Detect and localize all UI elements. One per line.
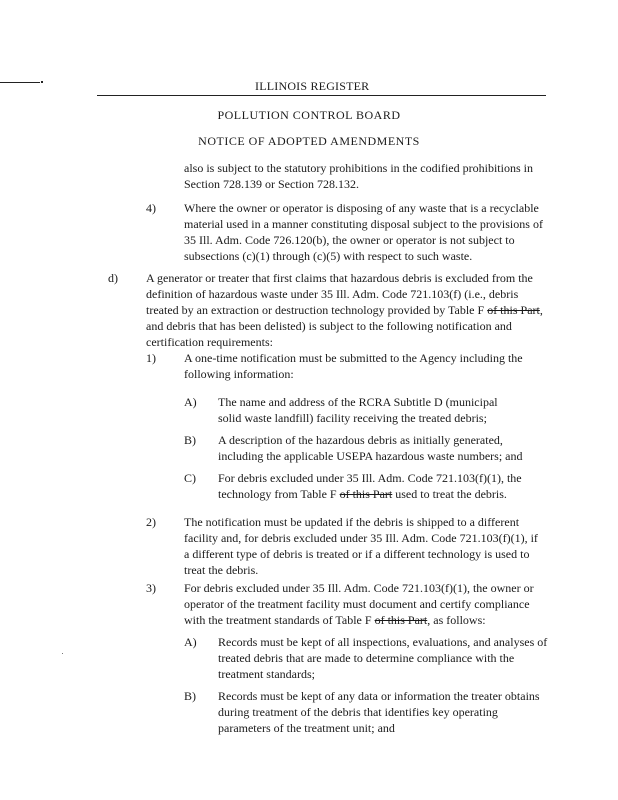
item-d3-struck-text: of this Part bbox=[374, 613, 428, 627]
item-d3A-label: A) bbox=[184, 635, 197, 649]
item-d3-text-2: , as follows: bbox=[427, 613, 486, 627]
item-d3B-text: Records must be kept of any data or information the treater obtains during treatment of the debris that identifies key operating parameters of the treatment unit; and bbox=[218, 689, 540, 735]
continuation-paragraph: also is subject to the statutory prohibitions in the codified prohibitions in Section 728.139 or Section 728.132. bbox=[184, 161, 533, 191]
item-d1B-label: B) bbox=[184, 433, 196, 447]
item-d2-text: The notification must be updated if the debris is shipped to a different facility and, for debris excluded under 35 Ill. Adm. Code 721.103(f)(1), if a different type of debris is treated or if a different technology is used to treat the debris. bbox=[184, 515, 538, 577]
item-d1-text: A one-time notification must be submitted to the Agency including the following information: bbox=[184, 351, 523, 381]
item-d3B-label: B) bbox=[184, 689, 196, 703]
item-d3A-text: Records must be kept of all inspections, evaluations, and analyses of treated debris that are made to determine compliance with the treatment standards; bbox=[218, 635, 548, 681]
item-c4-text: Where the owner or operator is disposing of any waste that is a recyclable material used in a manner constituting disposal subject to the provisions of 35 Ill. Adm. Code 726.120(b), the owner or operator is not subject to subsections (c)(1) through (c)(5) with respect to such waste. bbox=[184, 201, 543, 263]
item-d3-text-1: For debris excluded under 35 Ill. Adm. Code 721.103(f)(1), the owner or operator of the treatment facility must document and certify compliance with the treatment standards of Table bbox=[184, 581, 534, 627]
item-d3-label: 3) bbox=[146, 581, 156, 595]
item-d1-label: 1) bbox=[146, 351, 156, 365]
header-rule bbox=[97, 95, 546, 96]
item-d1C-struck-text: of this Part bbox=[339, 487, 393, 501]
register-title: ILLINOIS REGISTER bbox=[255, 79, 370, 93]
item-d1A-label: A) bbox=[184, 395, 197, 409]
margin-tick-dot bbox=[41, 81, 43, 83]
item-d-text-1: A generator or treater that first claims that hazardous debris is excluded from the definition of hazardous waste under 35 Ill. Adm. Code 721.103(f) (i.e., debris treated by an extraction or destruction technology provided by Table bbox=[146, 271, 533, 317]
item-d-label: d) bbox=[108, 271, 118, 285]
item-d1C-text-2: used to treat the debris. bbox=[395, 487, 507, 501]
board-title: POLLUTION CONTROL BOARD bbox=[217, 108, 401, 122]
item-d3-table-ref: F bbox=[364, 613, 372, 627]
margin-tick-mark bbox=[0, 82, 40, 83]
scan-speck bbox=[62, 653, 63, 654]
item-d-text-2: , and debris that has been delisted) is subject to the following notification and certification requirements: bbox=[146, 303, 543, 349]
item-c4-label: 4) bbox=[146, 201, 156, 215]
item-d1B-text: A description of the hazardous debris as initially generated, including the applicable USEPA hazardous waste numbers; and bbox=[218, 433, 523, 463]
notice-title: NOTICE OF ADOPTED AMENDMENTS bbox=[198, 134, 420, 148]
item-d3-text bbox=[184, 580, 544, 628]
item-d1C-text bbox=[218, 470, 528, 502]
item-d2-label: 2) bbox=[146, 515, 156, 529]
item-d1C-label: C) bbox=[184, 471, 196, 485]
item-d1C-text-1: For debris excluded under 35 Ill. Adm. Code 721.103(f)(1), the technology from Table F bbox=[218, 471, 522, 501]
item-d-text bbox=[146, 270, 550, 350]
item-d-struck-text: of this Part bbox=[487, 303, 540, 317]
item-d-table-ref: F bbox=[477, 303, 485, 317]
item-d1A-text: The name and address of the RCRA Subtitle D (municipal solid waste landfill) facility receiving the treated debris; bbox=[218, 395, 498, 425]
